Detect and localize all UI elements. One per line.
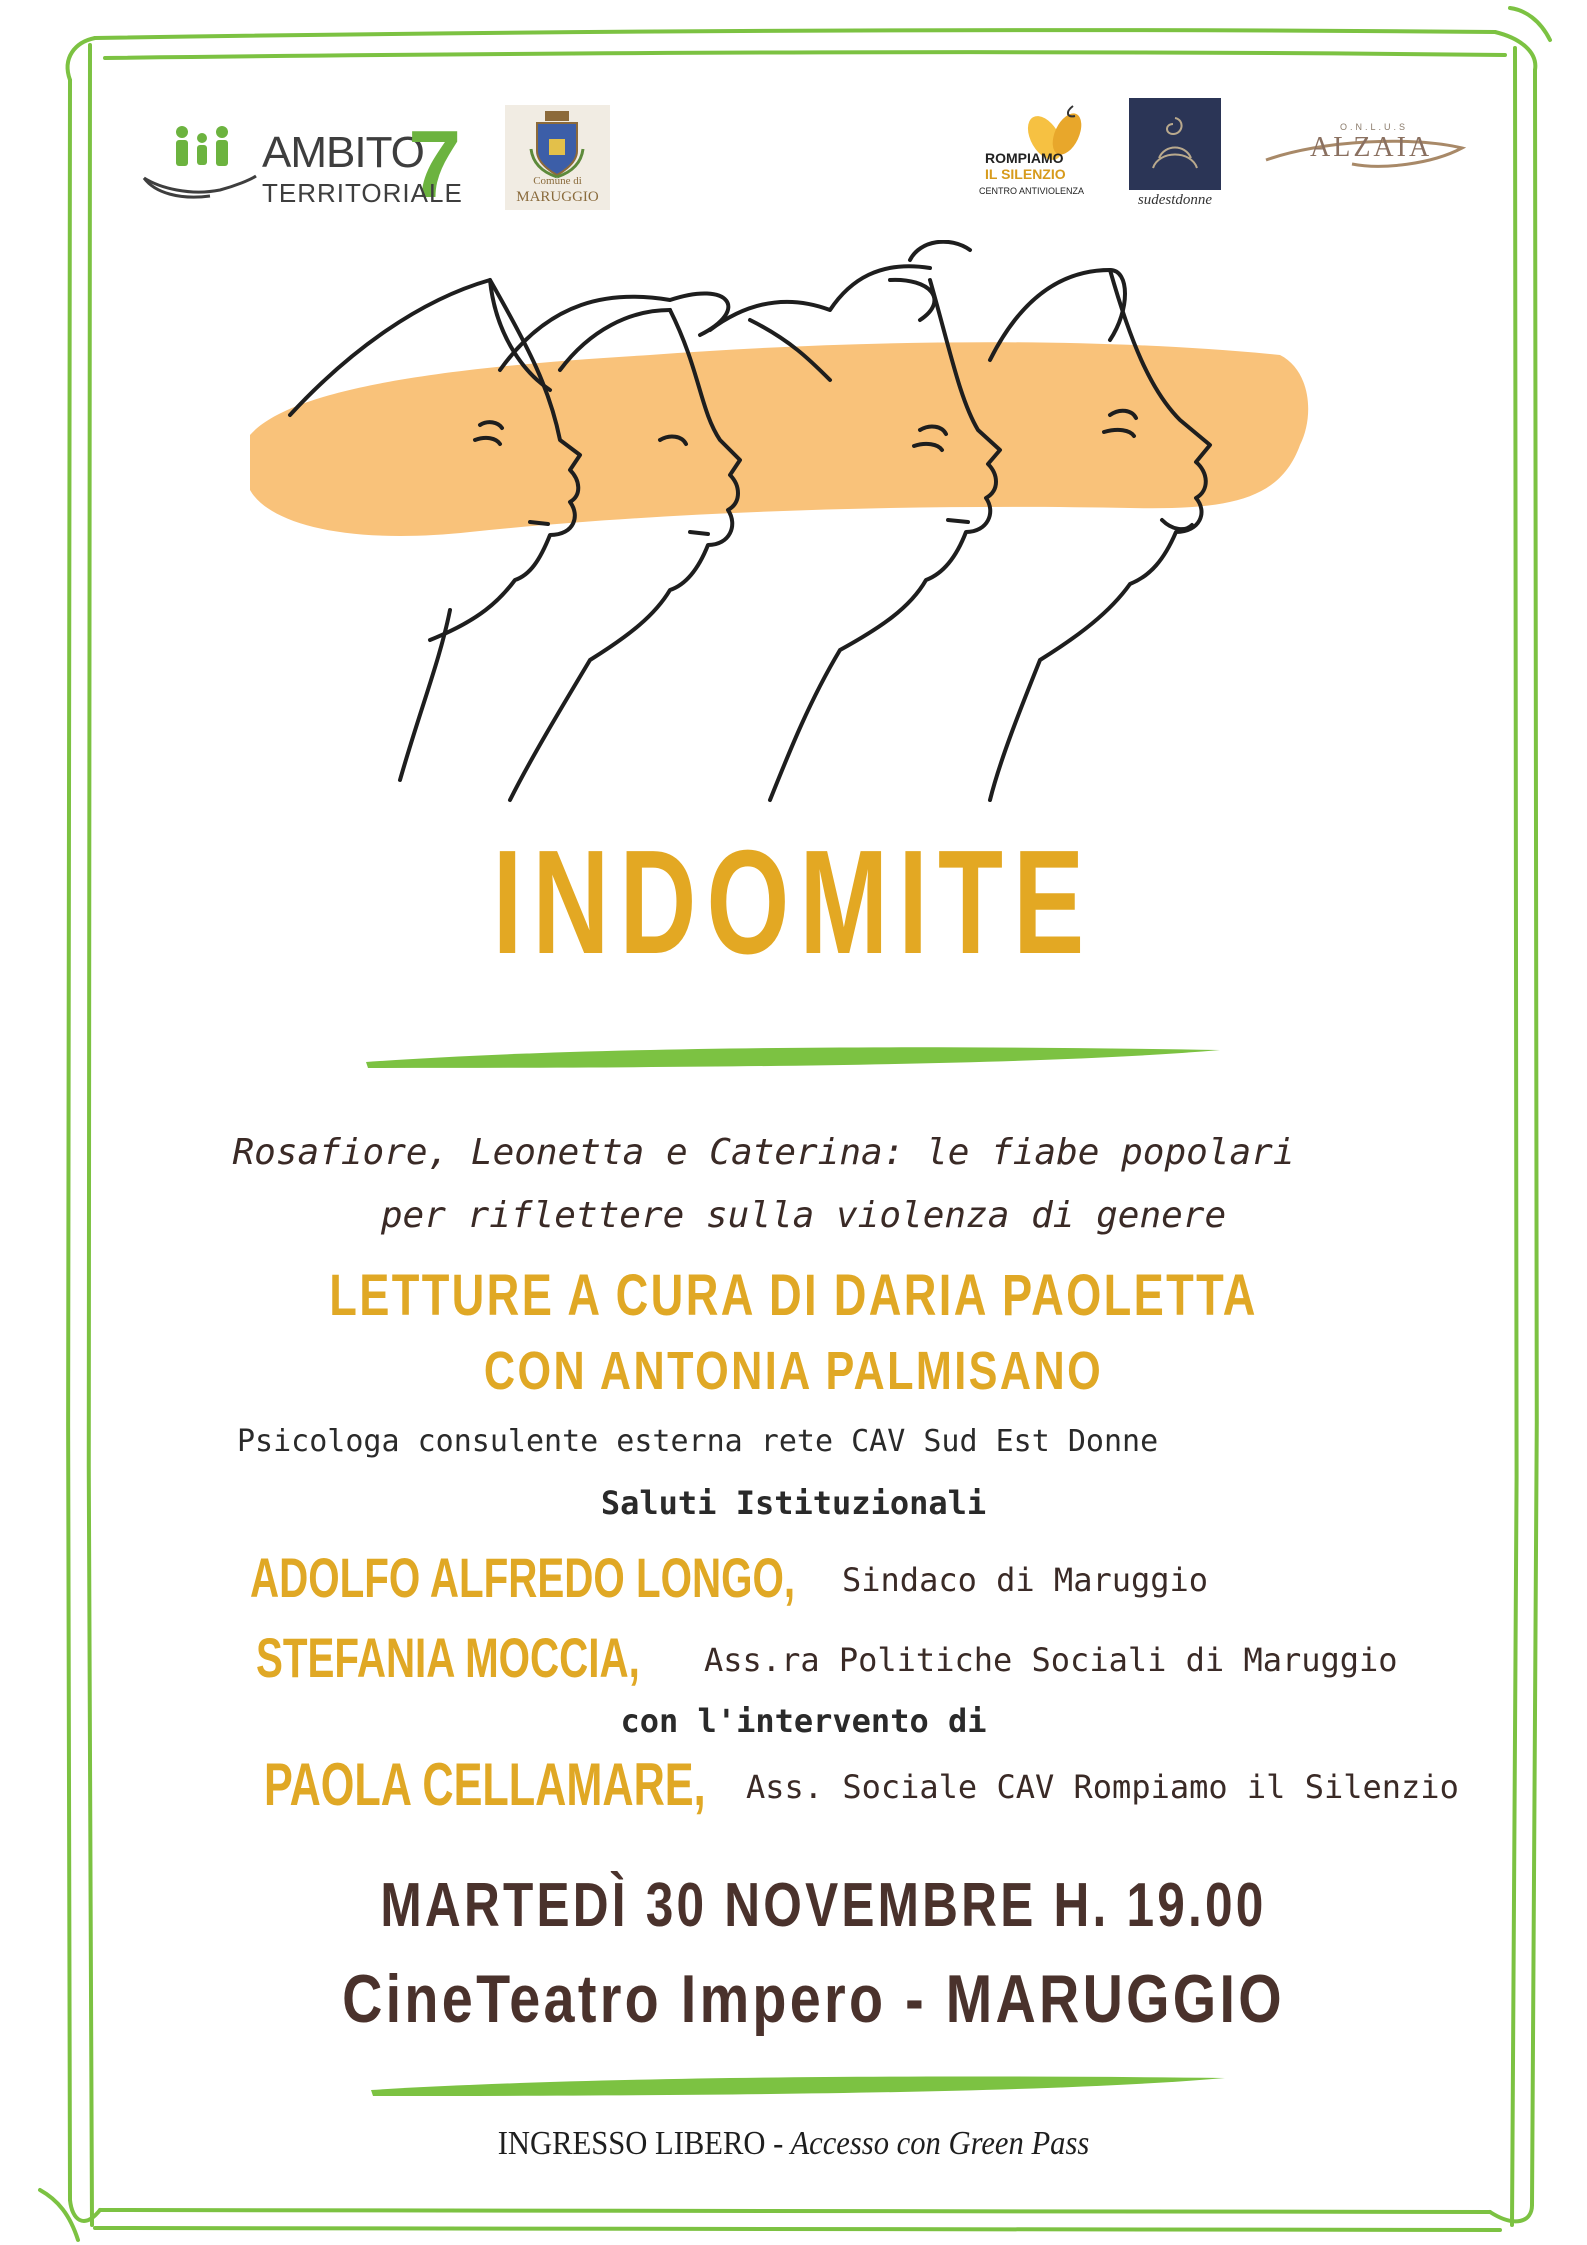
entry-text: INGRESSO LIBERO xyxy=(497,2125,766,2162)
footer xyxy=(79,2125,1507,2163)
speaker3-name: PAOLA CELLAMARE, xyxy=(264,1751,706,1818)
face3-mouth xyxy=(948,520,968,522)
women-profiles-illustration xyxy=(230,240,1370,840)
green-brush-divider xyxy=(360,1038,1230,1078)
face1-mouth xyxy=(530,522,548,524)
face4-mouth xyxy=(1162,520,1192,529)
orange-brush-band xyxy=(250,342,1308,536)
alzaia-logo xyxy=(1262,122,1467,192)
comune-prefix: Comune di xyxy=(533,175,582,187)
speaker3-role: Ass. Sociale CAV Rompiamo il Silenzio xyxy=(746,1768,1459,1806)
speaker3 xyxy=(264,1750,1484,1820)
speaker1 xyxy=(250,1545,1450,1615)
green-brush-divider-bottom xyxy=(365,2068,1235,2104)
people-hand-icon xyxy=(140,118,260,213)
intervention-text: con l'intervento di xyxy=(620,1702,987,1740)
alzaia-onlus: O.N.L.U.S xyxy=(1340,122,1409,132)
sudestdonne-square xyxy=(1129,98,1221,190)
rompiamo-line2: IL SILENZIO xyxy=(985,166,1066,182)
sudestdonne-text: sudestdonne xyxy=(1137,192,1213,208)
comune-logo xyxy=(505,105,610,210)
event-place: CineTeatro Impero - MARUGGIO xyxy=(342,1961,1285,2037)
ambito-number: 7 xyxy=(408,111,462,218)
speaker2 xyxy=(256,1625,1456,1695)
ambito-logo xyxy=(140,111,470,218)
ambito-sub: TERRITORIALE xyxy=(262,178,463,208)
access-text: - Accesso con Green Pass xyxy=(773,2125,1090,2162)
readings-line2: CON ANTONIA PALMISANO xyxy=(483,1341,1104,1401)
comune-name: MARUGGIO xyxy=(516,189,599,205)
face1-neck xyxy=(400,610,450,780)
speaker2-role: Ass.ra Politiche Sociali di Maruggio xyxy=(704,1641,1398,1679)
event-date: MARTEDÌ 30 NOVEMBRE H. 19.00 xyxy=(380,1871,1267,1940)
rompiamo-line3: CENTRO ANTIVIOLENZA xyxy=(979,186,1085,196)
rompiamo-line1: ROMPIAMO xyxy=(985,150,1064,166)
speaker2-name: STEFANIA MOCCIA, xyxy=(256,1626,640,1689)
rompiamo-logo xyxy=(975,100,1100,210)
readings-role: Psicologa consulente esterna rete CAV Sud Est Donne xyxy=(237,1424,1159,1459)
sudestdonne-logo xyxy=(1125,98,1225,210)
speaker1-role: Sindaco di Maruggio xyxy=(842,1561,1209,1599)
coat-of-arms-icon xyxy=(527,109,587,179)
greetings-heading: Saluti Istituzionali xyxy=(600,1484,987,1522)
spiral-icon xyxy=(1129,98,1221,190)
face2-mouth xyxy=(690,532,708,534)
alzaia-text: ALZAIA xyxy=(1310,132,1433,163)
readings-line1: LETTURE A CURA DI DARIA PAOLETTA xyxy=(329,1263,1258,1328)
subtitle-line1: Rosafiore, Leonetta e Caterina: le fiabe popolari xyxy=(232,1132,1295,1173)
ambito-word: AMBITO xyxy=(262,128,424,177)
subtitle-line2: per riflettere sulla violenza di genere xyxy=(380,1195,1227,1236)
speaker1-name: ADOLFO ALFREDO LONGO, xyxy=(250,1546,796,1609)
page-title: INDOMITE xyxy=(492,820,1095,985)
